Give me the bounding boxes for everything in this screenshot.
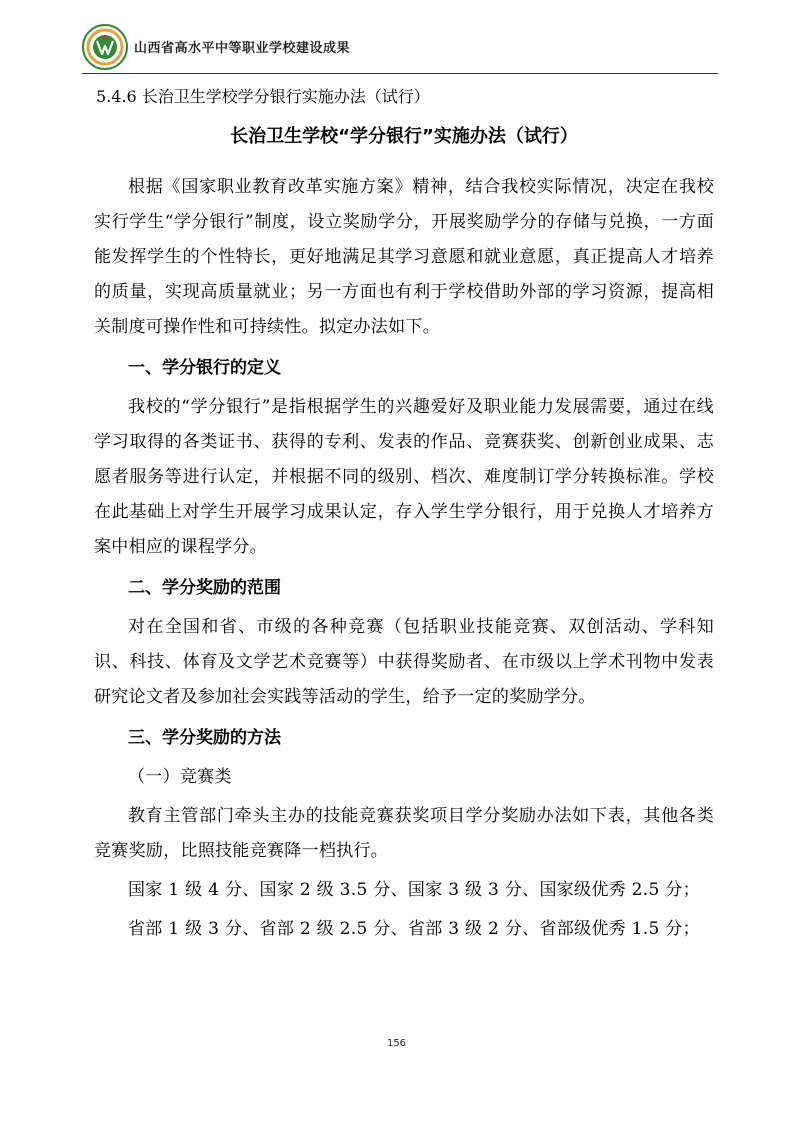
- section-heading-scope: 二、学分奖励的范围: [128, 578, 281, 598]
- provincial-credit-line: 省部 1 级 3 分、省部 2 级 2.5 分、省部 3 级 2 分、省部级优秀 1.5 分；: [128, 919, 700, 939]
- intro-paragraph: 根据《国家职业教育改革实施方案》精神，结合我校实际情况，决定在我校实行学生“学分银行”制度，设立奖励学分，开展奖励学分的存储与兑换，一方面能发挥学生的个性特长，更好地满足其学习意愿和就业意愿，真正提高人才培养的质量，实现高质量就业；另一方面也有利于学校借助外部的学习资源，提高相关制度可操作性和可持续性。拟定办法如下。: [94, 177, 714, 337]
- definition-paragraph: 我校的“学分银行”是指根据学生的兴趣爱好及职业能力发展需要，通过在线学习取得的各类证书、获得的专利、发表的作品、竞赛获奖、创新创业成果、志愿者服务等进行认定，并根据不同的级别、档次、难度制订学分转换标准。学校在此基础上对学生开展学习成果认定，存入学生学分银行，用于兑换人才培养方案中相应的课程学分。: [94, 397, 714, 557]
- header-divider: [82, 73, 718, 74]
- document-body: [94, 84, 714, 951]
- section-number: 5.4.6 长治卫生学校学分银行实施办法（试行）: [96, 87, 430, 106]
- school-emblem-icon: [82, 24, 128, 70]
- header-school-name: 山西省高水平中等职业学校建设成果: [134, 41, 351, 56]
- section-heading-definition: 一、学分银行的定义: [128, 358, 281, 378]
- page-header: [82, 22, 718, 72]
- scope-paragraph: 对在全国和省、市级的各种竞赛（包括职业技能竞赛、双创活动、学科知识、科技、体育及文学艺术竞赛等）中获得奖励者、在市级以上学术刊物中发表研究论文者及参加社会实践等活动的学生，给予一定的奖励学分。: [94, 617, 714, 707]
- subheading-competition: （一）竞赛类: [128, 767, 232, 787]
- section-heading-method: 三、学分奖励的方法: [128, 728, 281, 748]
- document-title: 长治卫生学校“学分银行”实施办法（试行）: [230, 126, 578, 147]
- method-paragraph: 教育主管部门牵头主办的技能竞赛获奖项目学分奖励办法如下表，其他各类竞赛奖励，比照技能竞赛降一档执行。: [94, 806, 714, 861]
- page-number: 156: [386, 1038, 407, 1049]
- national-credit-line: 国家 1 级 4 分、国家 2 级 3.5 分、国家 3 级 3 分、国家级优秀 2.5 分；: [128, 880, 700, 900]
